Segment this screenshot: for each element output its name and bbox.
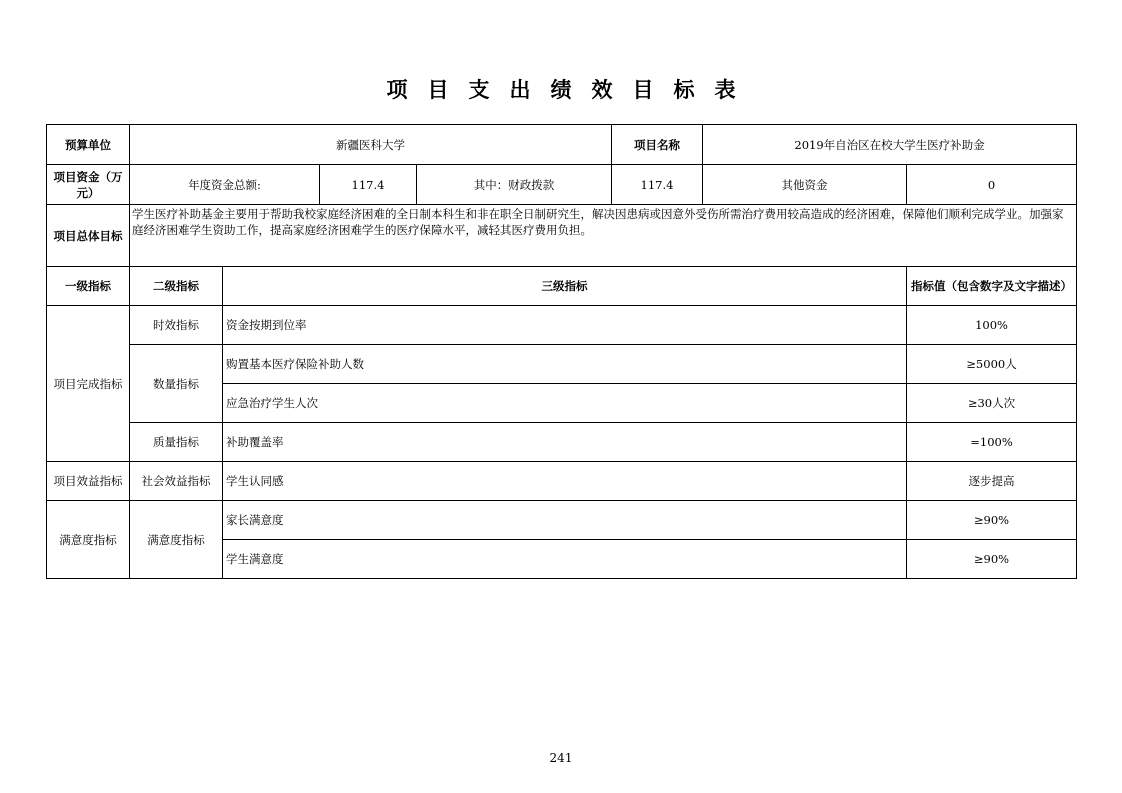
level3-indicator: 应急治疗学生人次 (223, 384, 907, 423)
indicator-value-header: 指标值（包含数字及文字描述） (907, 267, 1077, 306)
indicator-value: =100% (907, 423, 1077, 462)
level2-indicator: 质量指标 (130, 423, 223, 462)
level1-indicator: 项目效益指标 (47, 462, 130, 501)
page-title: 项目支出绩效目标表 (386, 78, 756, 102)
level2-indicator: 社会效益指标 (130, 462, 223, 501)
page-number: 241 (549, 751, 573, 765)
other-funds-value: 0 (907, 165, 1077, 205)
level3-indicator: 购置基本医疗保险补助人数 (223, 345, 907, 384)
total-funds-value: 117.4 (320, 165, 417, 205)
indicator-value: 逐步提高 (907, 462, 1077, 501)
level2-indicator: 数量指标 (130, 345, 223, 423)
level3-indicator: 学生认同感 (223, 462, 907, 501)
indicator-value: ≥5000人 (907, 345, 1077, 384)
overall-goal-label: 项目总体目标 (47, 205, 130, 267)
level3-indicator: 家长满意度 (223, 501, 907, 540)
level3-indicator: 补助覆盖率 (223, 423, 907, 462)
other-funds-label: 其他资金 (703, 165, 907, 205)
level2-header: 二级指标 (130, 267, 223, 306)
budget-unit-label: 预算单位 (47, 125, 130, 165)
indicator-value: ≥90% (907, 540, 1077, 579)
fiscal-funds-value: 117.4 (612, 165, 703, 205)
level1-header: 一级指标 (47, 267, 130, 306)
level2-indicator: 时效指标 (130, 306, 223, 345)
level3-indicator: 资金按期到位率 (223, 306, 907, 345)
indicator-value: ≥90% (907, 501, 1077, 540)
level3-indicator: 学生满意度 (223, 540, 907, 579)
fiscal-funds-label: 其中：财政拨款 (417, 165, 612, 205)
level2-indicator: 满意度指标 (130, 501, 223, 579)
indicator-value: 100% (907, 306, 1077, 345)
level1-indicator: 项目完成指标 (47, 306, 130, 462)
level3-header: 三级指标 (223, 267, 907, 306)
overall-goal-text: 学生医疗补助基金主要用于帮助我校家庭经济困难的全日制本科生和非在职全日制研究生，解决因患病或因意外受伤所需治疗费用较高造成的经济困难，保障他们顺利完成学业。加强家庭经济困难学生资助工作，提高家庭经济困难学生的医疗保障水平，减轻其医疗费用负担。 (130, 205, 1077, 267)
indicator-value: ≥30人次 (907, 384, 1077, 423)
project-funds-label: 项目资金（万元） (47, 165, 130, 205)
project-name-value: 2019年自治区在校大学生医疗补助金 (703, 125, 1077, 165)
total-funds-label: 年度资金总额: (130, 165, 320, 205)
level1-indicator: 满意度指标 (47, 501, 130, 579)
project-name-label: 项目名称 (612, 125, 703, 165)
budget-unit-value: 新疆医科大学 (130, 125, 612, 165)
performance-target-table (46, 124, 1077, 579)
